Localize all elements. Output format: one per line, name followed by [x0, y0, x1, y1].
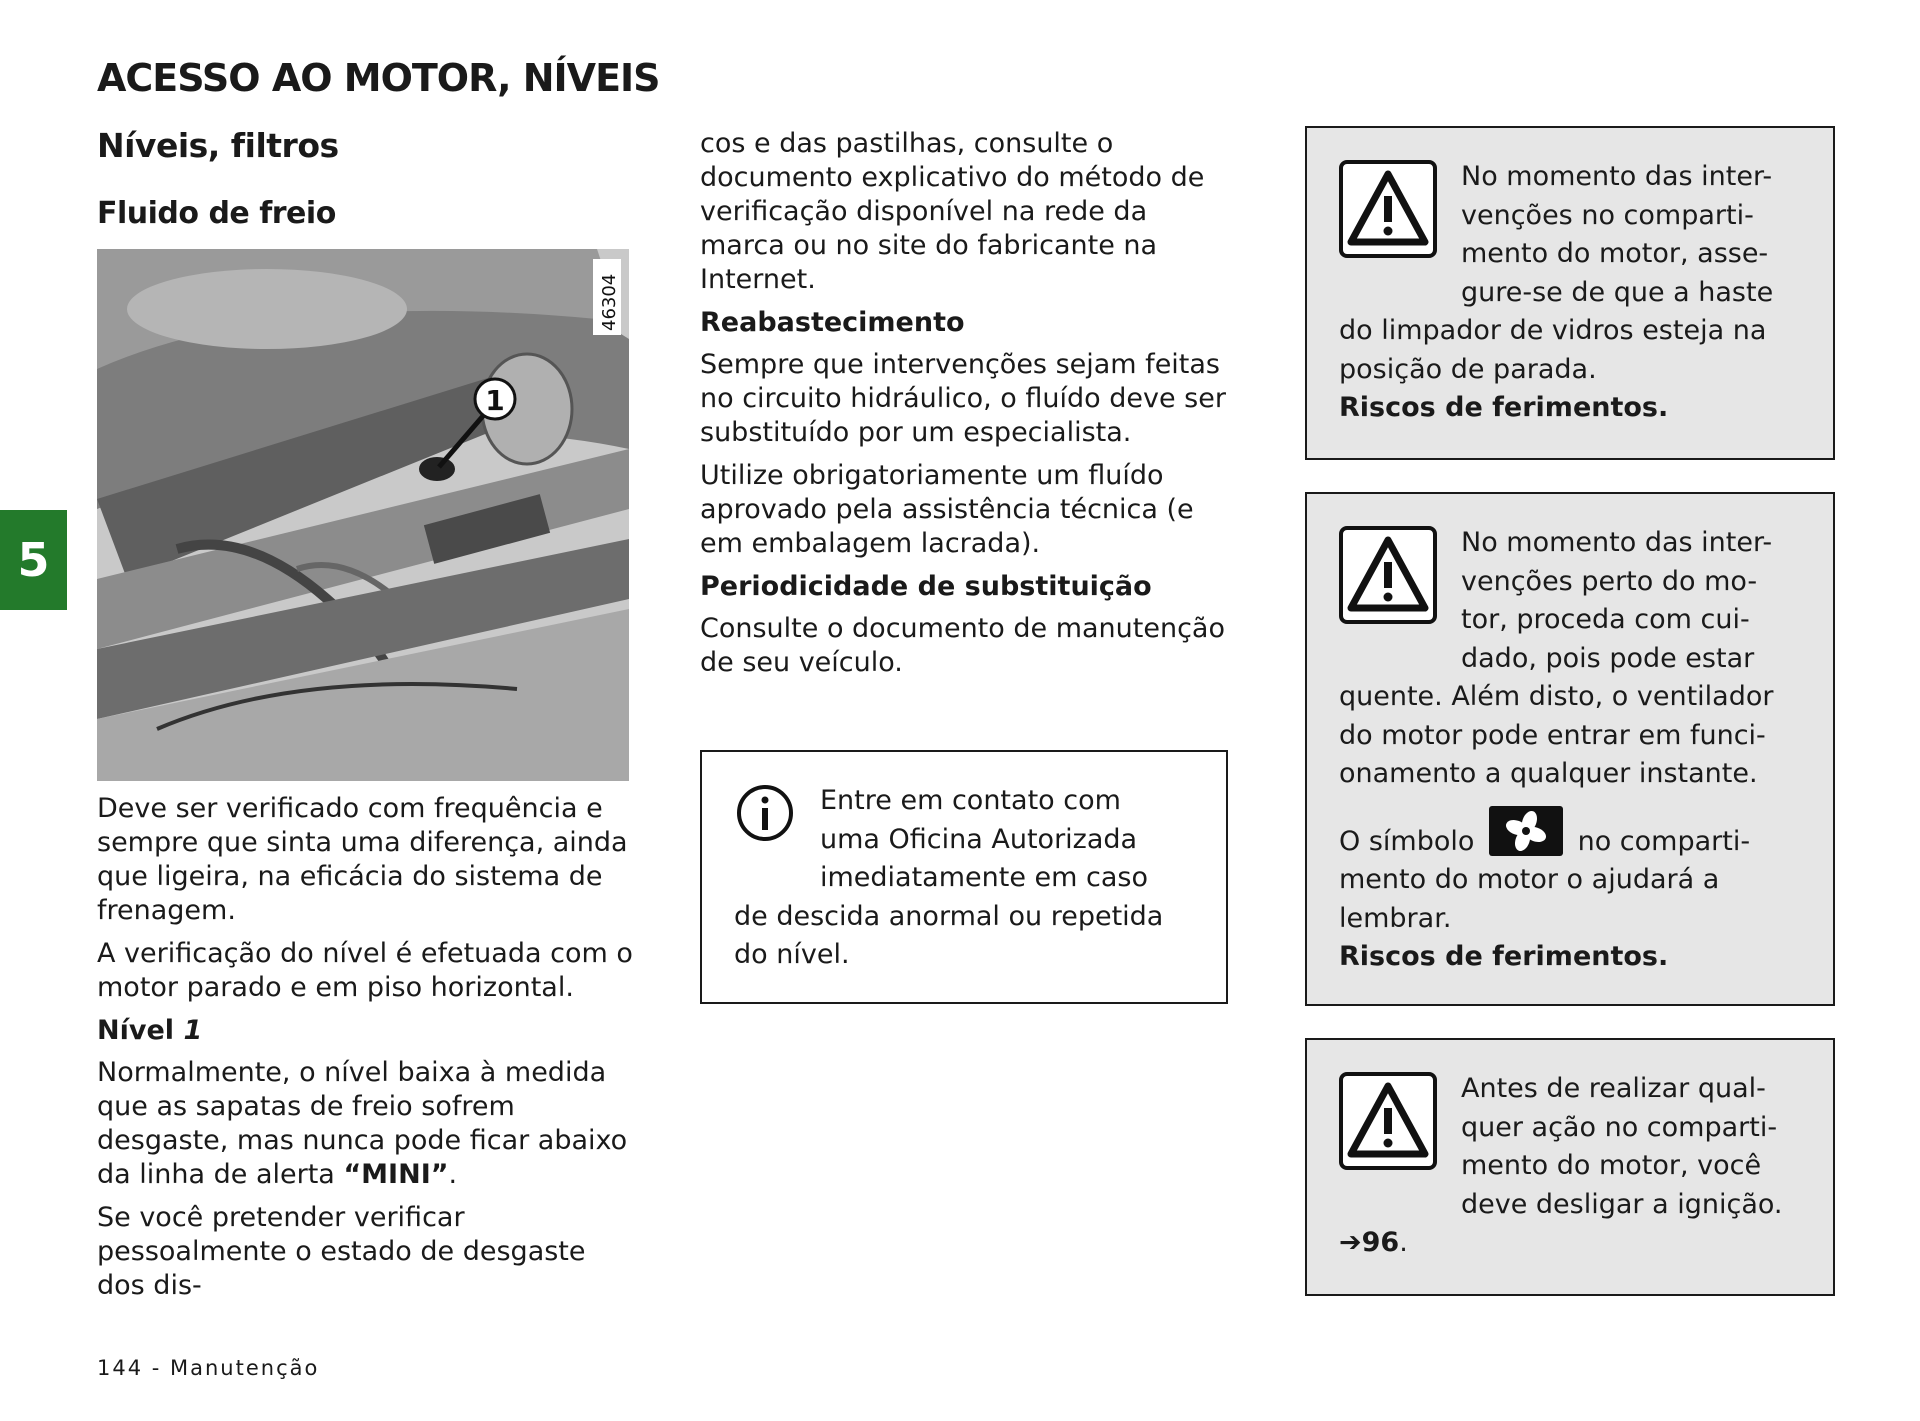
warning-2-line-3: tor, proceda com cui- — [1461, 604, 1750, 635]
info-box-text — [734, 782, 1214, 975]
warning-2-line-5: quente. Além disto, o ventilador — [1339, 681, 1774, 712]
page-reference-dot: . — [1399, 1227, 1408, 1258]
paragraph-wear-check: Se você pretender verificar pessoalmente o estado de desgaste dos dis- — [97, 1202, 586, 1301]
chapter-tab[interactable]: 5 — [0, 510, 67, 610]
warning-box-hot-engine — [1305, 492, 1835, 1006]
period-heading: Periodicidade de substituição — [700, 571, 1152, 602]
warning-3-line-2: quer ação no comparti- — [1461, 1111, 1778, 1143]
page-footer: 144 - Manutenção — [97, 1356, 320, 1380]
warning-1-line-2: venções no comparti- — [1461, 199, 1754, 231]
mini-mark: “MINI” — [343, 1159, 449, 1190]
warning-2-symbol-post: no comparti- — [1577, 825, 1751, 857]
subsection-heading: Fluido de freio — [97, 196, 336, 231]
level-heading — [97, 1014, 637, 1048]
warning-2-risk: Riscos de ferimentos. — [1339, 941, 1669, 972]
refill-heading: Reabastecimento — [700, 307, 965, 338]
warning-3-line-1: Antes de realizar qual- — [1461, 1073, 1766, 1104]
paragraph-check-conditions: A verificação do nível é efetuada com o motor parado e em piso horizontal. — [97, 938, 633, 1003]
warning-box-wiper — [1305, 126, 1835, 460]
info-box — [700, 750, 1228, 1004]
warning-1-risk: Riscos de ferimentos. — [1339, 392, 1669, 423]
level-heading-label: Nível — [97, 1015, 175, 1046]
column-middle — [700, 127, 1240, 689]
paragraph-refill-approved: Utilize obrigatoriamente um fluído aprovado pela assistência técnica (e em embalagem lacrada). — [700, 460, 1194, 559]
page-reference[interactable] — [1339, 1224, 1819, 1263]
info-line-5: do nível. — [734, 939, 850, 970]
engine-illustration — [97, 249, 629, 781]
warning-2-line-4: dado, pois pode estar — [1461, 642, 1755, 674]
warning-3-text — [1339, 1070, 1819, 1263]
warning-box-ignition — [1305, 1038, 1835, 1296]
warning-2-line-6: do motor pode entrar em funci- — [1339, 719, 1766, 751]
warning-2-text — [1339, 524, 1819, 977]
arrow-right-icon: ➔ — [1339, 1227, 1362, 1258]
page-reference-number[interactable]: 96 — [1361, 1227, 1400, 1258]
warning-2-line-10: lembrar. — [1339, 902, 1452, 934]
warning-1-line-1: No momento das inter- — [1461, 161, 1773, 192]
warning-3-line-4: deve desligar a ignição. — [1461, 1188, 1783, 1220]
engine-photo — [97, 249, 629, 781]
info-line-3: imediatamente em caso — [820, 862, 1149, 893]
figure-code: 46304 — [599, 273, 620, 331]
info-line-2: uma Oficina Autorizada — [820, 823, 1138, 855]
warning-2-line-2: venções perto do mo- — [1461, 565, 1758, 597]
warning-2-line-1: No momento das inter- — [1461, 527, 1773, 558]
warning-1-line-5: do limpador de vidros esteja na — [1339, 315, 1767, 346]
level-heading-number: 1 — [183, 1015, 203, 1046]
paragraph-check-frequency: Deve ser verificado com frequência e sempre que sinta uma diferença, ainda que ligeira, na eficácia do sistema de frenagem. — [97, 793, 628, 926]
warning-2-symbol-line — [1339, 806, 1819, 862]
paragraph-level-drop-end: . — [448, 1159, 458, 1190]
warning-2-symbol-pre: O símbolo — [1339, 825, 1475, 857]
paragraph-refill-specialist: Sempre que intervenções sejam feitas no circuito hidráulico, o fluído deve ser substituído por um especialista. — [700, 349, 1226, 448]
callout-number: 1 — [485, 384, 505, 417]
warning-2-line-9: mento do motor o ajudará a — [1339, 864, 1720, 895]
info-line-1: Entre em contato com — [820, 785, 1121, 816]
section-heading: Níveis, filtros — [97, 126, 339, 165]
warning-1-line-6: posição de parada. — [1339, 353, 1597, 385]
paragraph-period: Consulte o documento de manutenção de seu veículo. — [700, 613, 1225, 678]
paragraph-level-drop-text: Normalmente, o nível baixa à medida que as sapatas de freio sofrem desgaste, mas nunca pode ficar abaixo da linha de alerta — [97, 1057, 628, 1190]
info-line-4: de descida anormal ou repetida — [734, 900, 1164, 932]
warning-1-text — [1339, 158, 1819, 428]
paragraph-level-drop — [97, 1056, 637, 1192]
warning-2-line-7: onamento a qualquer instante. — [1339, 758, 1758, 789]
warning-1-line-3: mento do motor, asse- — [1461, 238, 1769, 269]
engine-fan-icon — [1489, 806, 1563, 856]
warning-3-line-3: mento do motor, você — [1461, 1150, 1762, 1181]
page-title: ACESSO AO MOTOR, NÍVEIS — [97, 56, 660, 100]
warning-1-line-4: gure-se de que a haste — [1461, 276, 1774, 308]
column-left — [97, 792, 637, 1312]
paragraph-wear-continued: cos e das pastilhas, consulte o documento explicativo do método de verificação disponível na rede da marca ou no site do fabricante na Internet. — [700, 128, 1205, 295]
